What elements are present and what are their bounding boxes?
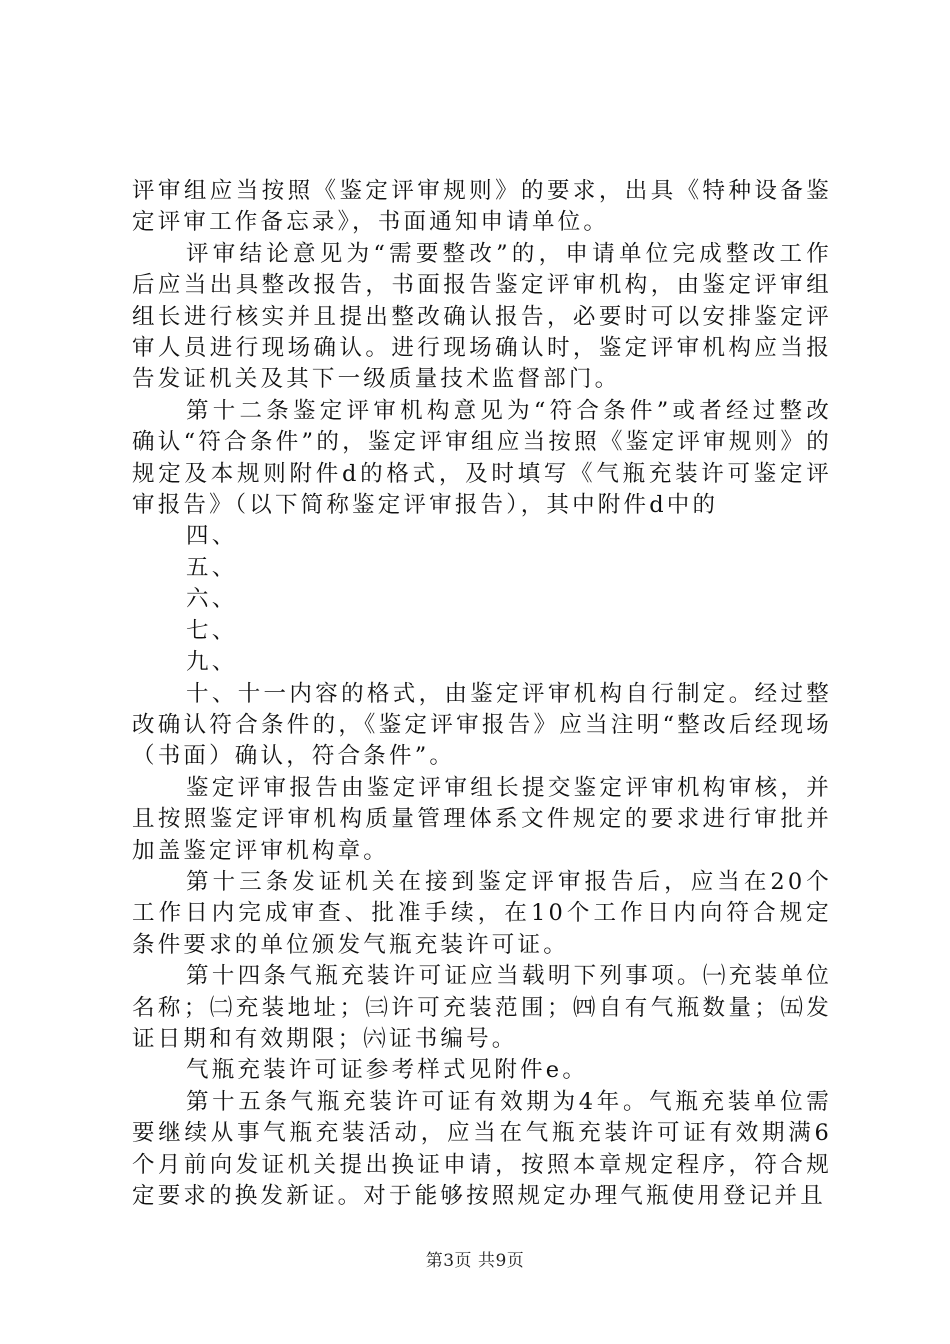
paragraph-1: 评审组应当按照《鉴定评审规则》的要求，出具《特种设备鉴定评审工作备忘录》，书面通知申请单位。 bbox=[132, 178, 832, 236]
paragraph-article-12: 第十二条鉴定评审机构意见为“符合条件”或者经过整改确认“符合条件”的，鉴定评审组应当按照《鉴定评审规则》的规定及本规则附件d的格式，及时填写《气瓶充装许可鉴定评审报告》（以下简称鉴定评审报告），其中附件d中的 bbox=[132, 397, 832, 519]
page-number-footer: 第3页 共9页 bbox=[425, 1251, 525, 1271]
paragraph-article-15: 第十五条气瓶充装许可证有效期为4年。气瓶充装单位需要继续从事气瓶充装活动，应当在气瓶充装许可证有效期满6个月前向发证机关提出换证申请，按照本章规定程序，符合规定要求的换发新证。对于能够按照规定办理气瓶使用登记并且 bbox=[132, 1088, 832, 1209]
list-item-7: 七、 bbox=[186, 617, 238, 644]
paragraph-article-14: 第十四条气瓶充装许可证应当载明下列事项。㈠充装单位名称；㈡充装地址；㈢许可充装范围；㈣自有气瓶数量；㈤发证日期和有效期限；㈥证书编号。 bbox=[132, 963, 832, 1052]
paragraph-2: 评审结论意见为“需要整改”的，申请单位完成整改工作后应当出具整改报告，书面报告鉴定评审机构，由鉴定评审组组长进行核实并且提出整改确认报告，必要时可以安排鉴定评审人员进行现场确认。进行现场确认时，鉴定评审机构应当报告发证机关及其下一级质量技术监督部门。 bbox=[132, 240, 832, 393]
list-item-5: 五、 bbox=[186, 554, 238, 581]
paragraph-items-10-11: 十、十一内容的格式，由鉴定评审机构自行制定。经过整改确认符合条件的，《鉴定评审报告》应当注明“整改后经现场（书面）确认，符合条件”。 bbox=[132, 680, 832, 770]
list-item-4: 四、 bbox=[186, 523, 238, 550]
list-item-9: 九、 bbox=[186, 649, 238, 676]
paragraph-sample-reference: 气瓶充装许可证参考样式见附件e。 bbox=[186, 1057, 589, 1084]
paragraph-article-13: 第十三条发证机关在接到鉴定评审报告后，应当在20个工作日内完成审查、批准手续，在10个工作日内向符合规定条件要求的单位颁发气瓶充装许可证。 bbox=[132, 868, 832, 958]
document-body bbox=[132, 176, 832, 1212]
list-item-6: 六、 bbox=[186, 586, 238, 613]
paragraph-report-approval: 鉴定评审报告由鉴定评审组长提交鉴定评审机构审核，并且按照鉴定评审机构质量管理体系文件规定的要求进行审批并加盖鉴定评审机构章。 bbox=[132, 774, 832, 864]
